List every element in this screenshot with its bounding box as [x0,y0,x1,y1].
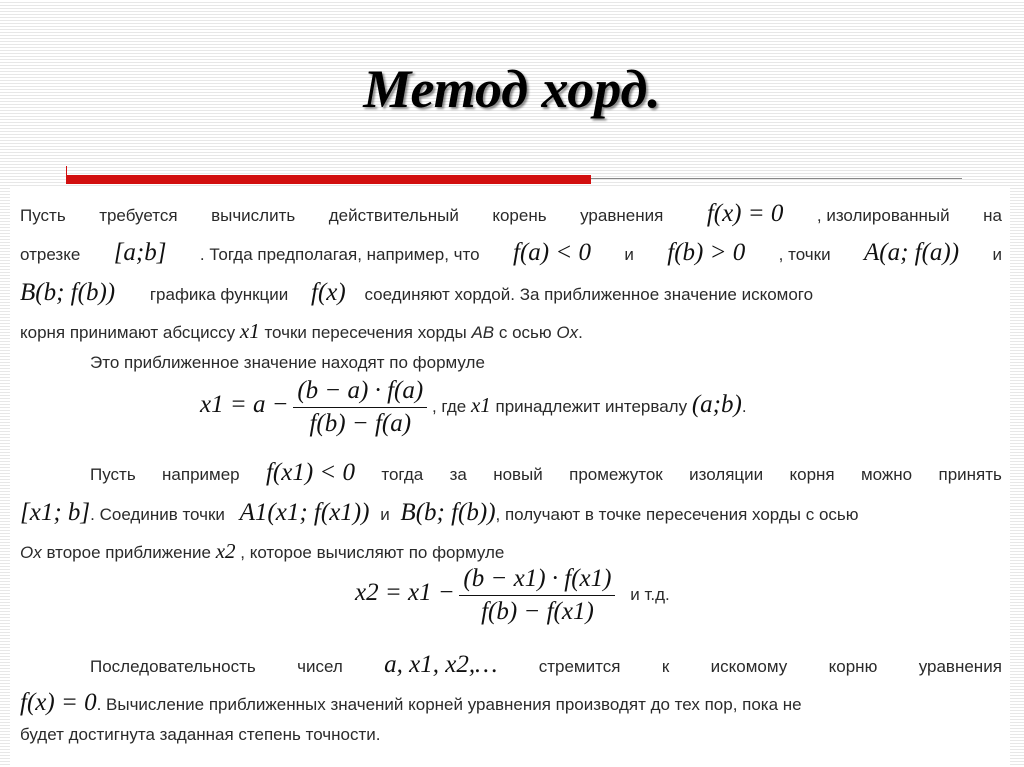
text-word: чисел [297,657,343,676]
text-segment: . Вычисление приближенных значений корней уравнения производят до тех пор, пока не [96,695,802,714]
math-fx: f(x) [311,279,346,306]
text-segment: . Соединив точки [90,505,225,524]
math-x2: x2 [215,539,236,563]
formula-x1-fraction [293,377,427,438]
text-word: , изолированный [816,206,950,225]
text-word: можно [860,465,913,484]
p3-line1 [90,459,1002,487]
formula-x2-denominator: f(b) − f(x1) [481,598,594,625]
math-ox: Ox [20,543,42,562]
math-x1: x1 [470,392,491,417]
text-segment: точки пересечения хорды [264,323,467,342]
text-word: действительный [328,206,459,225]
title-divider-gray [591,178,962,179]
slide-body [10,187,1010,767]
text-segment: , которое вычисляют по формуле [240,543,505,562]
text-word: стремится [538,657,621,676]
text-word: за [449,465,467,484]
text-word: к [661,657,670,676]
text-word: тогда [381,465,424,484]
text-word: Последовательность [90,657,256,676]
p3-line3 [20,539,1002,564]
text-segment: отрезке [20,245,81,264]
p1-line4 [20,319,1002,344]
formula-x2-fraction [459,565,615,626]
formula-x2-numerator: (b − x1) · f(x1) [459,565,615,596]
text-word: на [983,206,1002,225]
math-segment-ab: [a;b] [113,239,167,266]
math-fb-positive: f(b) > 0 [667,239,746,266]
text-word: например [162,465,240,484]
text-segment: второе приближение [46,543,211,562]
p1-line1 [20,200,1002,228]
math-x1: x1 [239,319,260,343]
formula-x2-lhs: x2 = x1 − [355,578,455,606]
text-segment: . Тогда предполагая, например, что [199,245,480,264]
text-segment: соединяют хордой. За приближенное значение искомого [364,285,814,304]
text-word: уравнения [580,206,664,225]
math-interval-ab: (a;b) [691,390,742,418]
math-fx1-negative: f(x1) < 0 [265,459,356,486]
p1-line2 [20,239,1002,267]
text-segment: принадлежит интервалу [495,396,688,416]
text-segment: , где [431,396,467,416]
equation-fx-zero: f(x) = 0 [706,200,784,227]
text-word: новый [493,465,543,484]
p5-line1 [90,651,1002,679]
text-segment: , получают в точке пересечения хорды с осью [495,505,859,524]
math-point-a1: A1(x1; f(x1)) [239,499,370,526]
formula-x2 [355,565,1002,626]
math-ox: Ox [556,323,579,342]
text-word: уравнения [918,657,1002,676]
slide-title: Метод хорд. [363,59,661,119]
text-word: Пусть [90,465,136,484]
text-word: искомому [710,657,788,676]
math-point-b: B(b; f(b)) [400,499,496,526]
p5-line2 [20,689,1002,717]
text-word: принять [938,465,1002,484]
math-ab: AB [471,323,495,342]
formula-x1-numerator: (b − a) · f(a) [293,377,427,408]
title-divider-red [66,175,591,184]
text-word: корню [828,657,878,676]
text-word: и [624,245,634,264]
p3-line2 [20,499,1002,527]
text-word: корень [492,206,547,225]
equation-fx-zero: f(x) = 0 [20,689,97,716]
text-word: вычислить [211,206,296,225]
math-segment-x1b: [x1; b] [20,499,91,526]
text-word: и [380,505,390,524]
p1-line3 [20,279,1002,307]
text-word: промежуток [569,465,663,484]
math-point-a: A(a; f(a)) [863,239,960,266]
text-punct: . [578,323,583,342]
formula-x1 [200,377,1002,438]
text-punct: . [741,396,747,416]
text-word: требуется [99,206,178,225]
math-fa-negative: f(a) < 0 [513,239,591,266]
p2-intro: Это приближенное значение находят по формуле [90,353,485,372]
text-word: Пусть [20,206,66,225]
text-etc: и т.д. [630,584,670,604]
text-word: и [992,245,1002,264]
text-word: изоляции [689,465,764,484]
math-point-b: B(b; f(b)) [20,279,116,306]
text-segment: корня принимают абсциссу [20,323,236,342]
formula-x1-denominator: f(b) − f(a) [309,410,412,437]
text-word: корня [789,465,835,484]
formula-x1-lhs: x1 = a − [200,390,289,418]
text-segment: , точки [778,245,831,264]
p5-line3: будет достигнута заданная степень точности. [20,725,381,744]
math-sequence: a, x1, x2,… [384,651,498,678]
text-segment: графика функции [149,285,289,304]
text-segment: с осью [498,323,552,342]
